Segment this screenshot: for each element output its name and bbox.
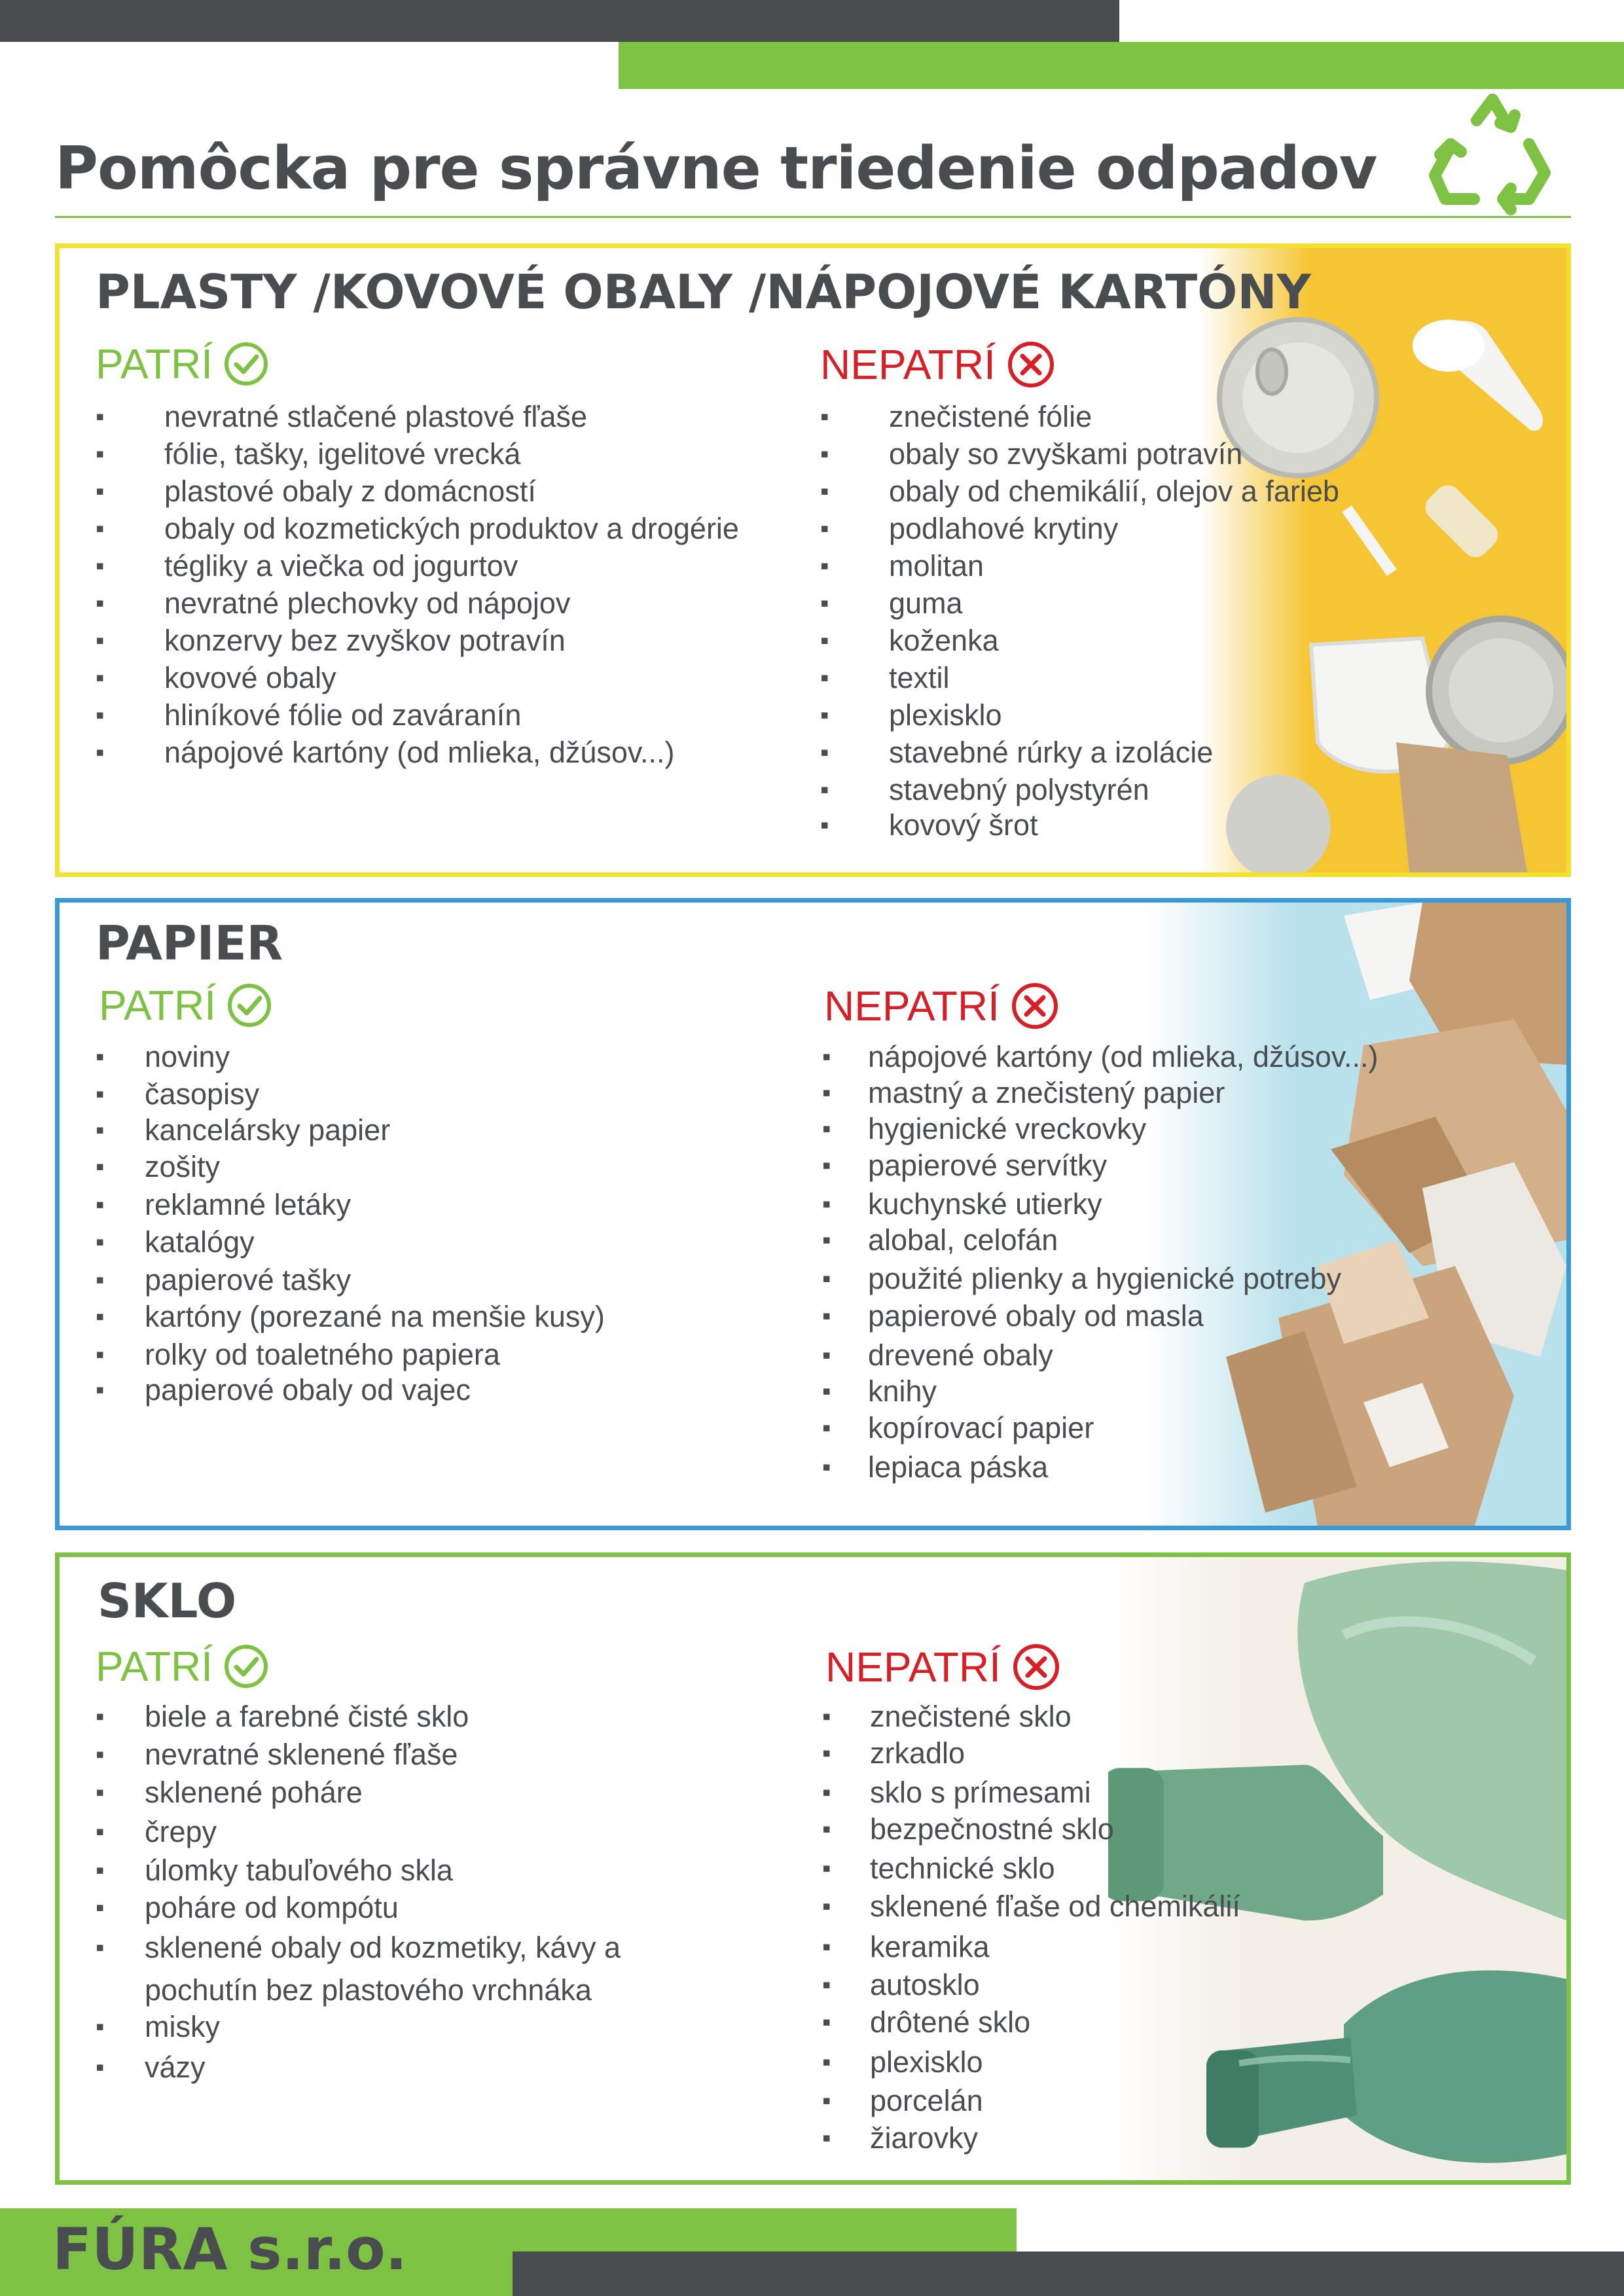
list-item: ▪ sklenené obaly od kozmetiky, kávy a (96, 1931, 621, 1964)
section-title: SKLO (98, 1573, 237, 1628)
list-item: ▪ sklenené poháre (96, 1776, 363, 1809)
forbidden-label: NEPATRÍ (820, 341, 996, 388)
section-title: PAPIER (96, 916, 283, 971)
list-item: ▪ sklo s prímesami (822, 1776, 1091, 1809)
list-item: ▪ nevratné stlačené plastové fľaše (96, 400, 588, 433)
forbidden-heading (824, 981, 1060, 1031)
list-item: ▪ porcelán (822, 2084, 983, 2117)
list-item: ▪ stavebný polystyrén (820, 773, 1149, 806)
check-circle-icon (226, 982, 272, 1028)
list-item: ▪ koženka (820, 624, 999, 657)
list-item: ▪ katalógy (96, 1225, 255, 1259)
list-item: ▪ stavebné rúrky a izolácie (820, 736, 1214, 769)
list-item: ▪ kovové obaly (96, 661, 336, 694)
allowed-heading (96, 1642, 269, 1691)
plastics-metal-photo (1200, 248, 1566, 872)
list-item: ▪ tégliky a viečka od jogurtov (96, 549, 518, 583)
list-item: ▪ drôtené sklo (822, 2005, 1031, 2039)
list-item: pochutín bez plastového vrchnáka (145, 1973, 592, 2007)
list-item: ▪ obaly so zvyškami potravín (820, 437, 1243, 471)
list-item: ▪ papierové servítky (822, 1149, 1108, 1182)
check-circle-icon (223, 1643, 269, 1689)
list-item: ▪ lepiaca páska (822, 1450, 1049, 1484)
list-item: ▪ papierové obaly od vajec (96, 1373, 471, 1407)
list-item: ▪ papierové obaly od masla (822, 1299, 1204, 1333)
list-item: ▪ nevratné plechovky od nápojov (96, 586, 571, 620)
list-item: ▪ črepy (96, 1815, 217, 1848)
list-item: ▪ alobal, celofán (822, 1223, 1058, 1257)
list-item: ▪ časopisy (96, 1077, 260, 1111)
list-item: ▪ guma (820, 586, 963, 620)
list-item: ▪ technické sklo (822, 1852, 1055, 1885)
list-item: ▪ konzervy bez zvyškov potravín (96, 624, 566, 657)
list-item: ▪ keramika (822, 1930, 990, 1964)
list-item: ▪ zrkadlo (822, 1736, 965, 1770)
list-item: ▪ kopírovací papier (822, 1411, 1094, 1444)
list-item: ▪ autosklo (822, 1968, 980, 2001)
allowed-heading (96, 340, 269, 388)
list-item: ▪ drevené obaly (822, 1338, 1053, 1372)
list-item: ▪ úlomky tabuľového skla (96, 1854, 453, 1887)
list-item: ▪ obaly od kozmetických produktov a drogérie (96, 512, 739, 545)
list-item: ▪ zošity (96, 1150, 221, 1183)
list-item: ▪ hygienické vreckovky (822, 1112, 1147, 1145)
forbidden-label: NEPATRÍ (825, 1643, 1001, 1691)
top-green-bar (619, 42, 1624, 89)
recycle-icon (1427, 92, 1558, 216)
list-item: ▪ vázy (96, 2051, 206, 2084)
list-item: ▪ plexisklo (820, 698, 1002, 732)
allowed-heading (99, 981, 272, 1030)
list-item: ▪ noviny (96, 1040, 230, 1073)
glass-bottles-photo (1108, 1557, 1566, 2180)
bottom-dark-bar (513, 2251, 1624, 2296)
allowed-label: PATRÍ (96, 1643, 213, 1690)
list-item: ▪ nápojové kartóny (od mlieka, džúsov...) (96, 736, 675, 769)
list-item: ▪ mastný a znečistený papier (822, 1076, 1225, 1109)
forbidden-heading (825, 1642, 1061, 1692)
list-item: ▪ nápojové kartóny (od mlieka, džúsov...) (822, 1040, 1379, 1073)
section-plasty (55, 243, 1571, 877)
list-item: ▪ použité plienky a hygienické potreby (822, 1262, 1341, 1295)
list-item: ▪ znečistené fólie (820, 400, 1092, 433)
list-item: ▪ misky (96, 2010, 220, 2043)
allowed-label: PATRÍ (96, 340, 213, 387)
list-item: ▪ biele a farebné čisté sklo (96, 1700, 469, 1733)
company-name: FÚRA s.r.o. (52, 2215, 408, 2283)
list-item: ▪ molitan (820, 549, 984, 583)
section-sklo (55, 1552, 1571, 2185)
section-papier (55, 898, 1571, 1530)
x-circle-icon (1010, 981, 1060, 1031)
page-title: Pomôcka pre správne triedenie odpadov (55, 134, 1377, 203)
list-item: ▪ knihy (822, 1374, 937, 1408)
x-circle-icon (1006, 340, 1056, 389)
list-item: ▪ kovový šrot (820, 808, 1038, 842)
list-item: ▪ poháre od kompótu (96, 1891, 399, 1924)
list-item: ▪ bezpečnostné sklo (822, 1812, 1114, 1846)
list-item: ▪ kartóny (porezané na menšie kusy) (96, 1300, 605, 1333)
list-item: ▪ kuchynské utierky (822, 1187, 1102, 1221)
list-item: ▪ papierové tašky (96, 1263, 352, 1297)
list-item: ▪ plastové obaly z domácností (96, 475, 536, 508)
list-item: ▪ sklenené fľaše od chemikálií (822, 1890, 1240, 1923)
list-item: ▪ plexisklo (822, 2045, 983, 2079)
list-item: ▪ rolky od toaletného papiera (96, 1338, 500, 1371)
title-underline (55, 216, 1571, 218)
list-item: ▪ kancelársky papier (96, 1113, 391, 1147)
section-title: PLASTY /KOVOVÉ OBALY /NÁPOJOVÉ KARTÓNY (96, 264, 1311, 319)
list-item: ▪ žiarovky (822, 2121, 979, 2155)
list-item: ▪ znečistené sklo (822, 1700, 1072, 1733)
list-item: ▪ obaly od chemikálií, olejov a farieb (820, 475, 1339, 508)
forbidden-label: NEPATRÍ (824, 982, 1000, 1030)
list-item: ▪ fólie, tašky, igelitové vrecká (96, 437, 521, 471)
list-item: ▪ textil (820, 661, 950, 694)
forbidden-heading (820, 340, 1056, 389)
allowed-label: PATRÍ (99, 982, 216, 1029)
check-circle-icon (223, 341, 269, 387)
list-item: ▪ hliníkové fólie od zaváranín (96, 698, 522, 732)
list-item: ▪ reklamné letáky (96, 1188, 352, 1221)
x-circle-icon (1011, 1642, 1061, 1692)
top-dark-bar (0, 0, 1119, 42)
list-item: ▪ nevratné sklenené fľaše (96, 1738, 458, 1771)
list-item: ▪ podlahové krytiny (820, 512, 1119, 545)
paper-photo (1147, 903, 1566, 1526)
